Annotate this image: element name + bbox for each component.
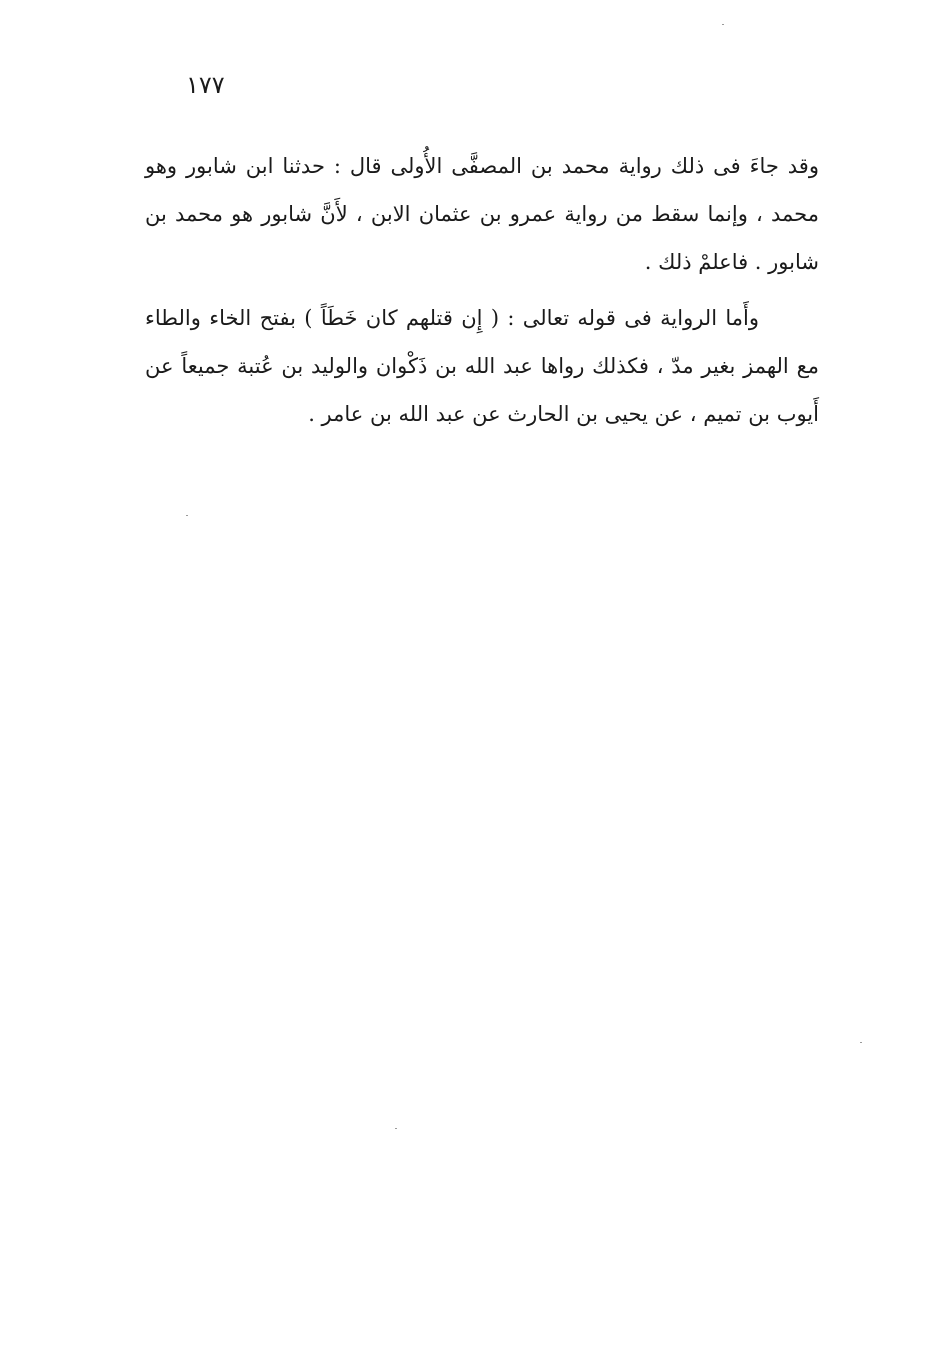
scan-speck xyxy=(860,1042,862,1043)
scan-speck xyxy=(722,24,724,25)
paragraph-2 xyxy=(145,294,819,438)
paragraph-2-text: وأَما الرواية فى قوله تعالى : ( إِن قتلهم كان خَطَاً ) بفتح الخاء والطاء مع الهمز بغير مدّ ، فكذلك رواها عبد الله بن ذَكْوان والوليد بن عُتبة جميعاً عن أَيوب بن تميم ، عن يحيى بن الحارث عن عبد الله بن عامر . xyxy=(145,306,819,426)
paragraph-1 xyxy=(145,142,819,286)
paragraph-1-text: وقد جاءَ فى ذلك رواية محمد بن المصفَّى الأُولى قال : حدثنا ابن شابور وهو محمد ، وإنما سقط من رواية عمرو بن عثمان الابن ، لأَنَّ شابور هو محمد بن شابور . فاعلمْ ذلك . xyxy=(145,154,819,274)
scan-speck xyxy=(395,1128,397,1129)
page-number: ١٧٧ xyxy=(186,71,225,99)
scan-speck xyxy=(186,515,188,516)
